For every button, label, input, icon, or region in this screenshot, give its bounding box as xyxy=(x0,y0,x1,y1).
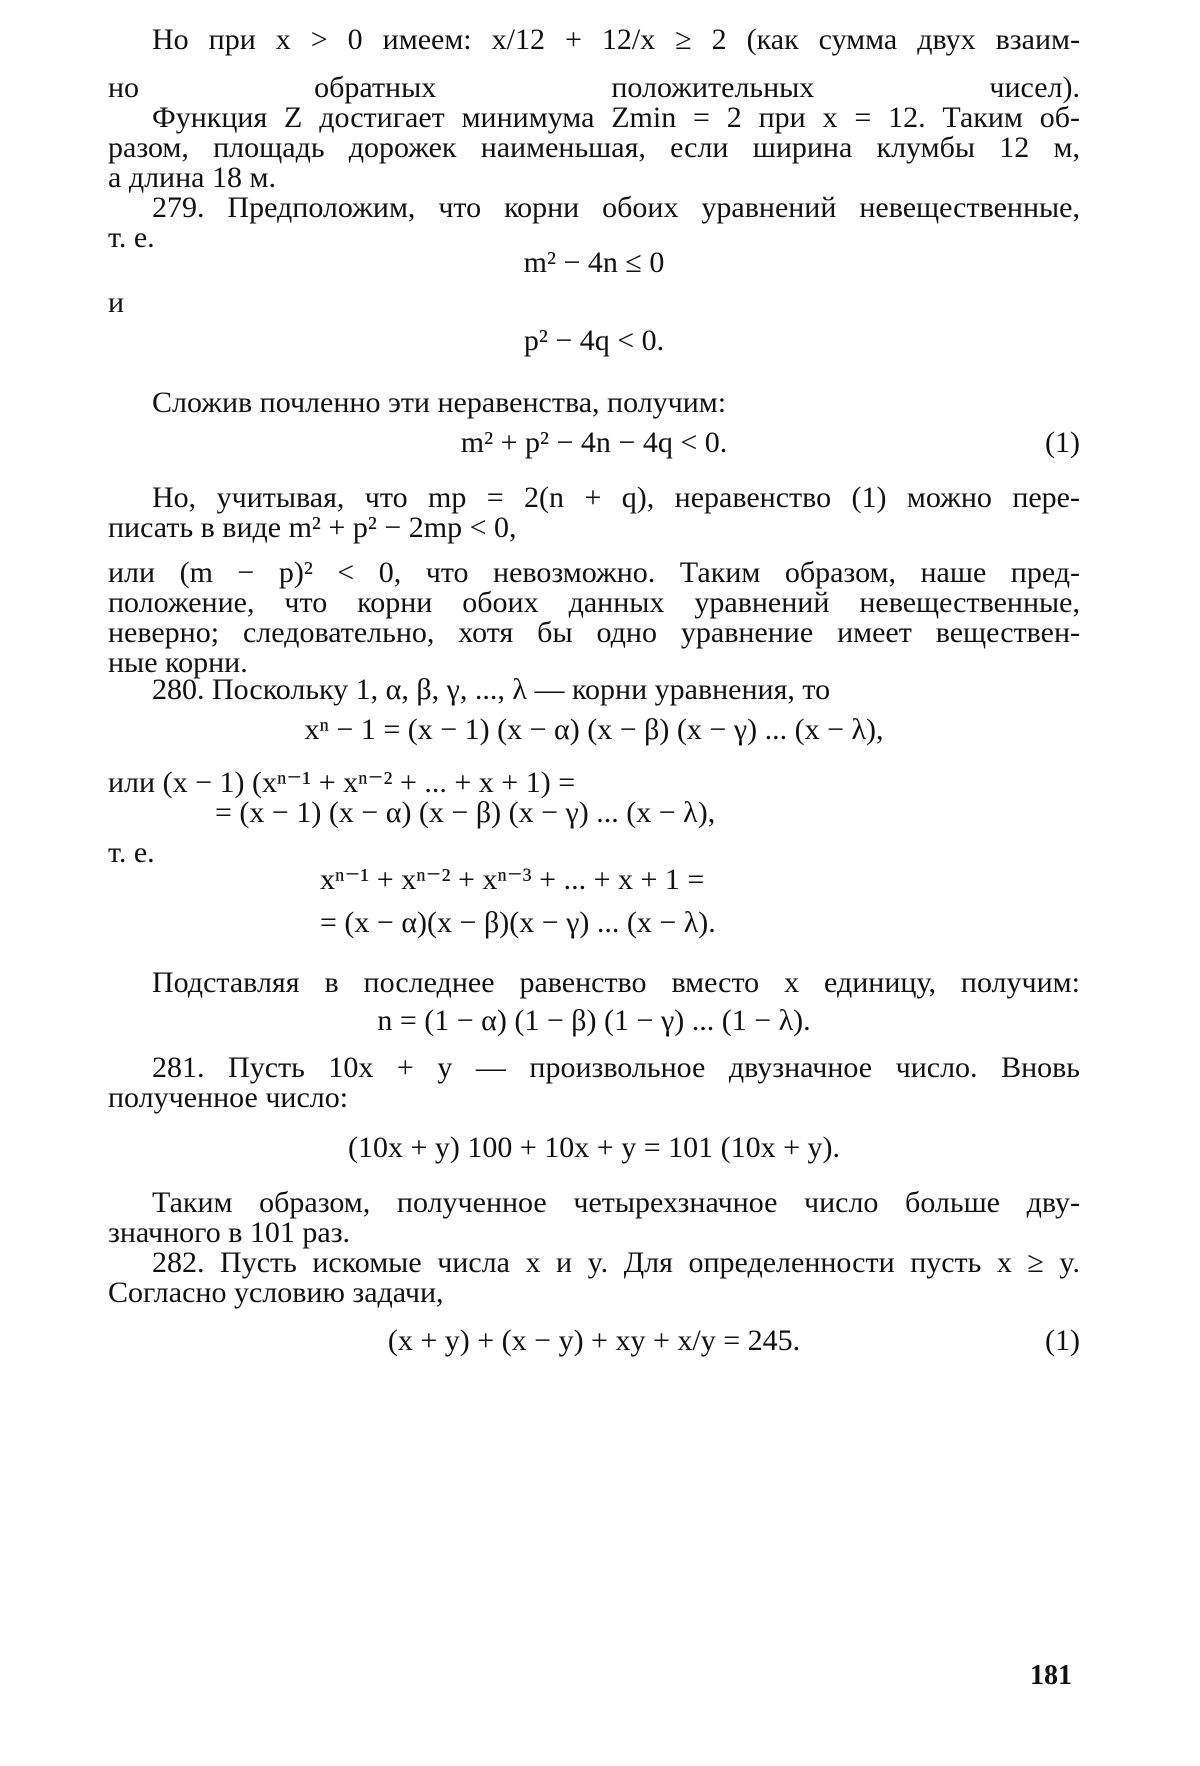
formula xyxy=(108,1323,1080,1359)
text-line: или (m − p)² < 0, что невозможно. Таким образом, наше пред- xyxy=(108,556,1080,589)
formula-text: m² + p² − 4n − 4q < 0. xyxy=(460,426,728,459)
text-line: значного в 101 раз. xyxy=(108,1216,351,1249)
text-line: Таким образом, полученное четырехзначное число больше дву- xyxy=(152,1186,1080,1219)
text-line: полученное число: xyxy=(108,1081,349,1114)
text-line: писать в виде m² + p² − 2mp < 0, xyxy=(108,511,517,544)
text-line: Сложив почленно эти неравенства, получим: xyxy=(152,386,727,419)
text-line: 282. Пусть искомые числа x и y. Для определенности пусть x ≥ y. xyxy=(152,1246,1080,1279)
text-line: Но, учитывая, что mp = 2(n + q), неравенство (1) можно пере- xyxy=(152,481,1080,514)
text-line: Функция Z достигает минимума Zmin = 2 при x = 12. Таким об- xyxy=(152,101,1080,134)
text-line: Согласно условию задачи, xyxy=(108,1276,444,1309)
formula: (10x + y) 100 + 10x + y = 101 (10x + y). xyxy=(347,1131,841,1164)
text-line: разом, площадь дорожек наименьшая, если ширина клумбы 12 м, xyxy=(108,131,1080,164)
page-number: 181 xyxy=(1030,1660,1072,1691)
equation-number: (1) xyxy=(1045,1324,1080,1357)
formula: xⁿ − 1 = (x − 1) (x − α) (x − β) (x − γ) ... (x − λ), xyxy=(304,713,884,746)
formula: xⁿ⁻¹ + xⁿ⁻² + xⁿ⁻³ + ... + x + 1 = xyxy=(320,863,705,896)
text-line: Но при x > 0 имеем: x/12 + 12/x ≥ 2 (как сумма двух взаим- xyxy=(152,23,1080,56)
formula-text: (x + y) + (x − y) + xy + x/y = 245. xyxy=(387,1324,801,1357)
text-line: неверно; следовательно, хотя бы одно уравнение имеет веществен- xyxy=(108,616,1080,649)
text-line: и xyxy=(108,286,125,319)
formula: = (x − 1) (x − α) (x − β) (x − γ) ... (x − λ), xyxy=(215,796,716,829)
text-line: ные корни. xyxy=(108,646,248,679)
equation-number: (1) xyxy=(1045,426,1080,459)
text-line: Подставляя в последнее равенство вместо x единицу, получим: xyxy=(152,966,1080,999)
formula: или (x − 1) (xⁿ⁻¹ + xⁿ⁻² + ... + x + 1) = xyxy=(108,766,576,799)
formula: n = (1 − α) (1 − β) (1 − γ) ... (1 − λ). xyxy=(377,1004,811,1037)
formula: = (x − α)(x − β)(x − γ) ... (x − λ). xyxy=(320,906,716,939)
text-line: 281. Пусть 10x + y — произвольное двузначное число. Вновь xyxy=(152,1051,1080,1084)
text-line: положение, что корни обоих данных уравнений невещественные, xyxy=(108,586,1080,619)
text-line: т. е. xyxy=(108,221,155,254)
text-line: но обратных положительных чисел). xyxy=(108,71,1080,104)
text-line: т. е. xyxy=(108,836,155,869)
formula: m² − 4n ≤ 0 xyxy=(523,246,665,279)
text-line: а длина 18 м. xyxy=(108,161,276,194)
formula: p² − 4q < 0. xyxy=(523,324,665,357)
text-line: 280. Поскольку 1, α, β, γ, ..., λ — корни уравнения, то xyxy=(152,673,831,706)
text-line: 279. Предположим, что корни обоих уравнений невещественные, xyxy=(152,191,1080,224)
formula xyxy=(108,425,1080,461)
